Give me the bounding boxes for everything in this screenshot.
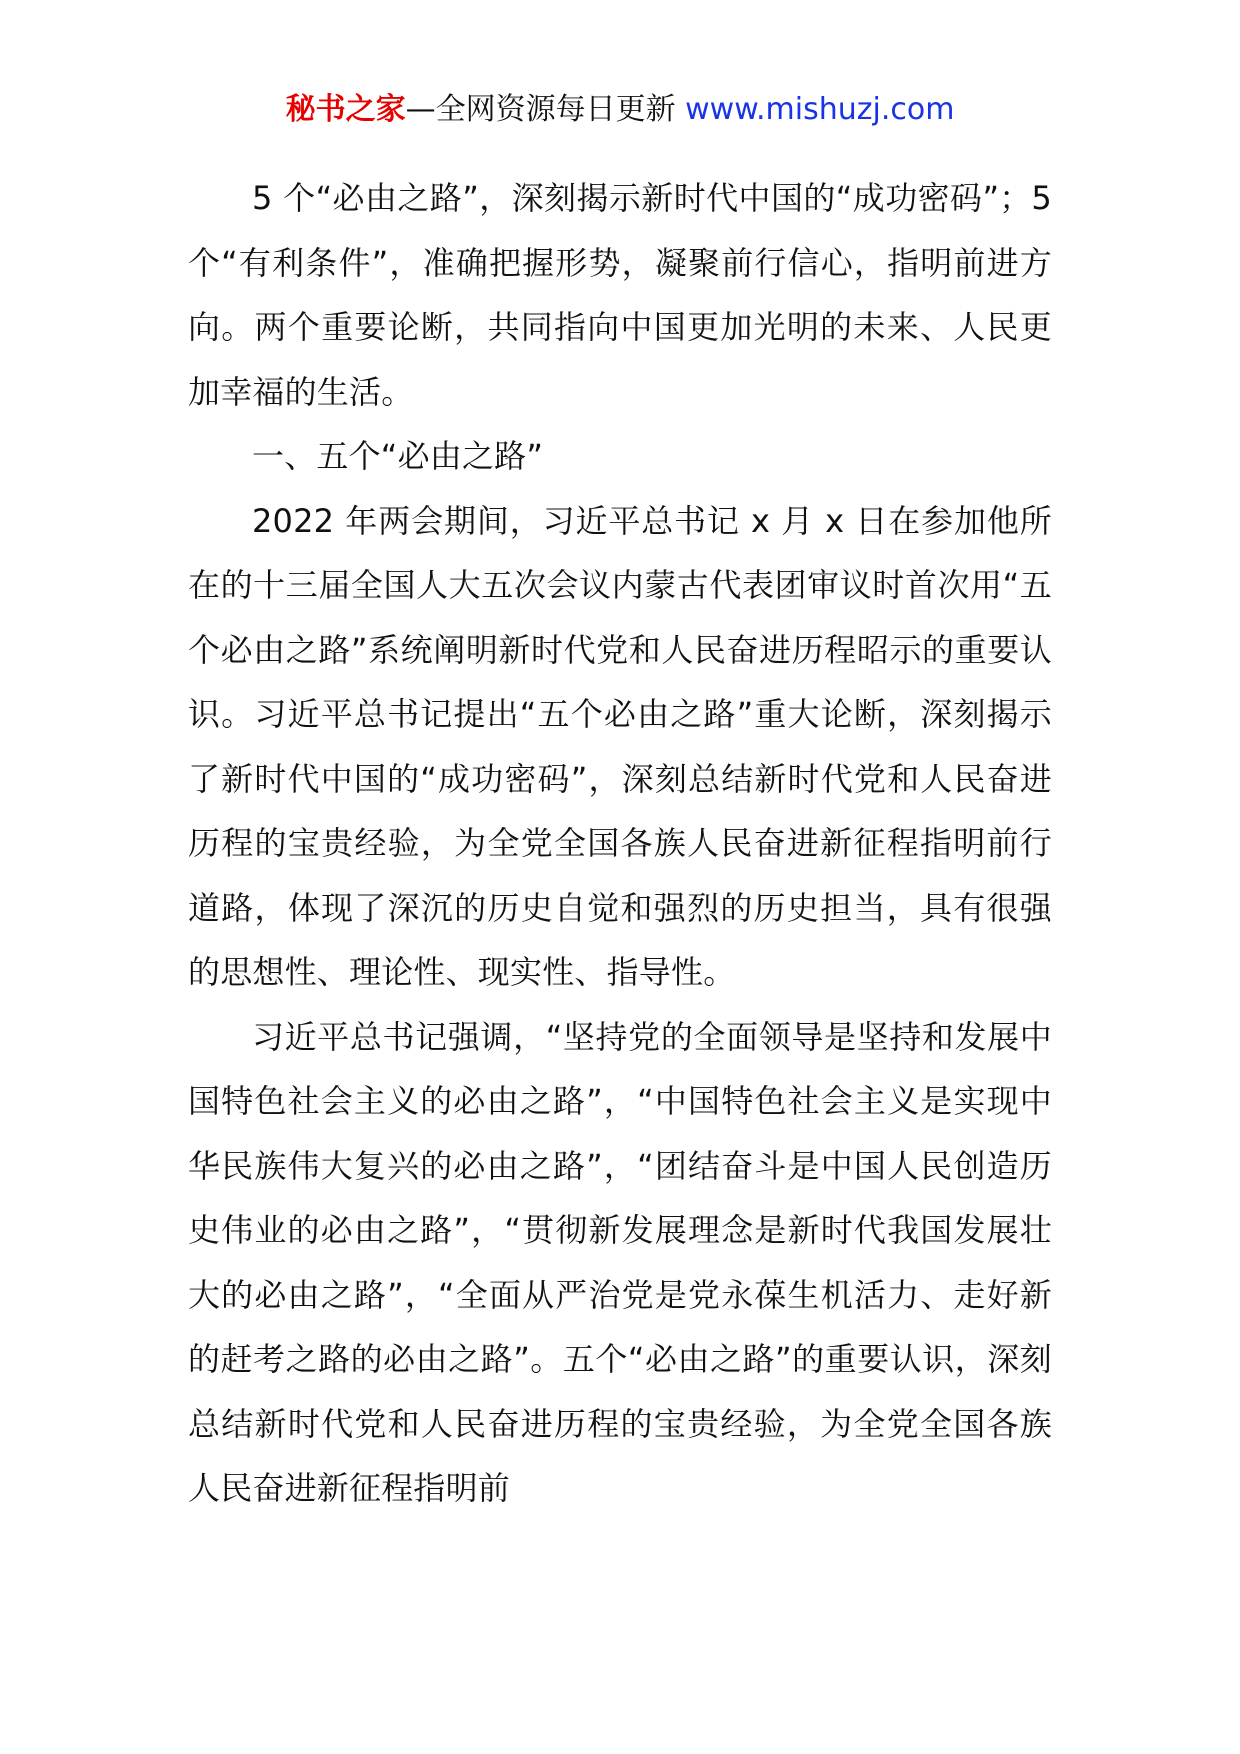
header-slogan: —全网资源每日更新 — [405, 92, 676, 127]
header-url-link[interactable]: www.mishuzj.com — [685, 92, 955, 127]
document-body — [188, 166, 1052, 1521]
paragraph-intro: 5 个“必由之路”，深刻揭示新时代中国的“成功密码”；5 个“有利条件”，准确把握形势，凝聚前行信心，指明前进方向。两个重要论断，共同指向中国更加光明的未来、人民更加幸福的生活。 — [188, 179, 1052, 411]
paragraph-background: 2022 年两会期间，习近平总书记 x 月 x 日在参加他所在的十三届全国人大五次会议内蒙古代表团审议时首次用“五个必由之路”系统阐明新时代党和人民奋进历程昭示的重要认识。习近平总书记提出“五个必由之路”重大论断，深刻揭示了新时代中国的“成功密码”，深刻总结新时代党和人民奋进历程的宝贵经验，为全党全国各族人民奋进新征程指明前行道路，体现了深沉的历史自觉和强烈的历史担当，具有很强的思想性、理论性、现实性、指导性。 — [188, 501, 1052, 991]
paragraph-quotes: 习近平总书记强调，“坚持党的全面领导是坚持和发展中国特色社会主义的必由之路”，“中国特色社会主义是实现中华民族伟大复兴的必由之路”，“团结奋斗是中国人民创造历史伟业的必由之路”，“贯彻新发展理念是新时代我国发展壮大的必由之路”，“全面从严治党是党永葆生机活力、走好新的赶考之路的必由之路”。五个“必由之路”的重要认识，深刻总结新时代党和人民奋进历程的宝贵经验，为全党全国各族人民奋进新征程指明前 — [188, 1017, 1052, 1507]
header-brand: 秘书之家 — [285, 92, 406, 127]
page-header — [0, 88, 1240, 132]
section-heading: 一、五个“必由之路” — [252, 437, 544, 475]
